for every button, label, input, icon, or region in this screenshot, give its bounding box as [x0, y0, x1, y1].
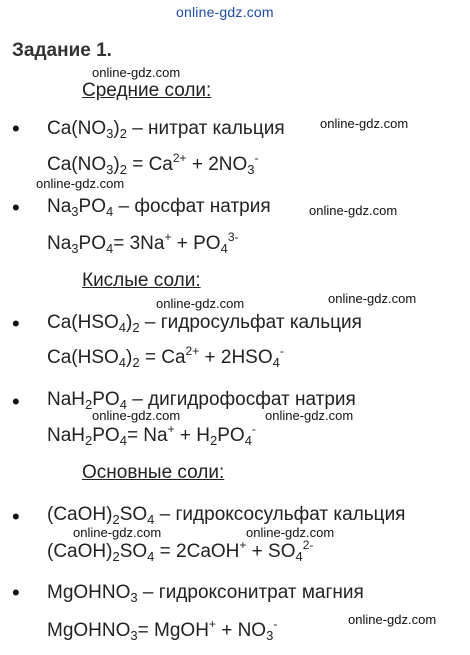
- watermark-8: online-gdz.com: [265, 408, 354, 423]
- salt-name: – нитрат кальция: [126, 118, 285, 139]
- equation-calcium-nitrate: $Ca(NO_3)_2 = Ca^{2+} + 2NO_3^-$: [47, 151, 259, 177]
- equation-sodium-phosphate: $Na_3PO_4= 3Na^+ + PO_4^{3-}$: [47, 230, 239, 256]
- salt-name: – гидроксосульфат кальция: [154, 504, 406, 525]
- salt-name: – гидроксонитрат магния: [137, 582, 364, 603]
- bullet-2: •: [12, 195, 20, 220]
- watermark-4: online-gdz.com: [309, 203, 398, 218]
- watermark-10: online-gdz.com: [246, 525, 335, 540]
- item-line-calcium-hydrosulfate: [47, 312, 362, 334]
- equation-sodium-dihydrophosphate: $NaH_2PO_4= Na^+ + H_2PO_4^-$: [47, 422, 256, 448]
- watermark-7: online-gdz.com: [92, 408, 181, 423]
- salt-formula: $Ca(HSO_4)_2$: [47, 312, 140, 335]
- equation-calcium-hydrosulfate: $Ca(HSO_4)_2 = Ca^{2+} + 2HSO_4^-$: [47, 344, 284, 370]
- watermark-5: online-gdz.com: [156, 296, 245, 311]
- bullet-3: •: [12, 311, 20, 336]
- salt-name: – дигидрофосфат натрия: [126, 389, 356, 410]
- bullet-6: •: [12, 580, 20, 605]
- salt-name: – фосфат натрия: [113, 196, 271, 217]
- salt-formula: $Ca(NO_3)_2$: [47, 118, 127, 141]
- item-line-sodium-phosphate: [47, 196, 271, 218]
- watermark-1: online-gdz.com: [92, 65, 181, 80]
- page-title: Задание 1.: [12, 40, 112, 61]
- bullet-5: •: [12, 504, 20, 529]
- bullet-1: •: [12, 116, 20, 141]
- item-line-magnesium-hydroxonitrate: [47, 582, 364, 604]
- watermark-3: online-gdz.com: [36, 176, 125, 191]
- section-heading-middle-salts: Средние соли:: [82, 80, 212, 101]
- watermark-2: online-gdz.com: [320, 116, 409, 131]
- bullet-4: •: [12, 389, 20, 414]
- section-heading-basic-salts: Основные соли:: [82, 462, 225, 483]
- salt-formula: $(CaOH)_2SO_4$: [47, 504, 155, 527]
- section-heading-acid-salts: Кислые соли:: [82, 270, 201, 291]
- item-line-calcium-nitrate: [47, 118, 285, 140]
- salt-formula: $NaH_2PO_4$: [47, 389, 127, 412]
- watermark-6: online-gdz.com: [328, 291, 417, 306]
- watermark-11: online-gdz.com: [348, 612, 437, 627]
- salt-name: – гидросульфат кальция: [139, 312, 362, 333]
- item-line-calcium-hydroxosulfate: [47, 504, 405, 526]
- equation-calcium-hydroxosulfate: $(CaOH)_2SO_4$ = 2CaOH+ + $SO_4^{2-}$: [47, 538, 314, 564]
- salt-formula: MgOHNO$_3$: [47, 582, 138, 605]
- watermark-9: online-gdz.com: [73, 525, 162, 540]
- watermark-top: online-gdz.com: [176, 4, 274, 20]
- equation-magnesium-hydroxonitrate: MgOHNO$_3$= MgOH+ + $NO_3^-$: [47, 617, 278, 643]
- salt-formula: $Na_3PO_4$: [47, 196, 114, 219]
